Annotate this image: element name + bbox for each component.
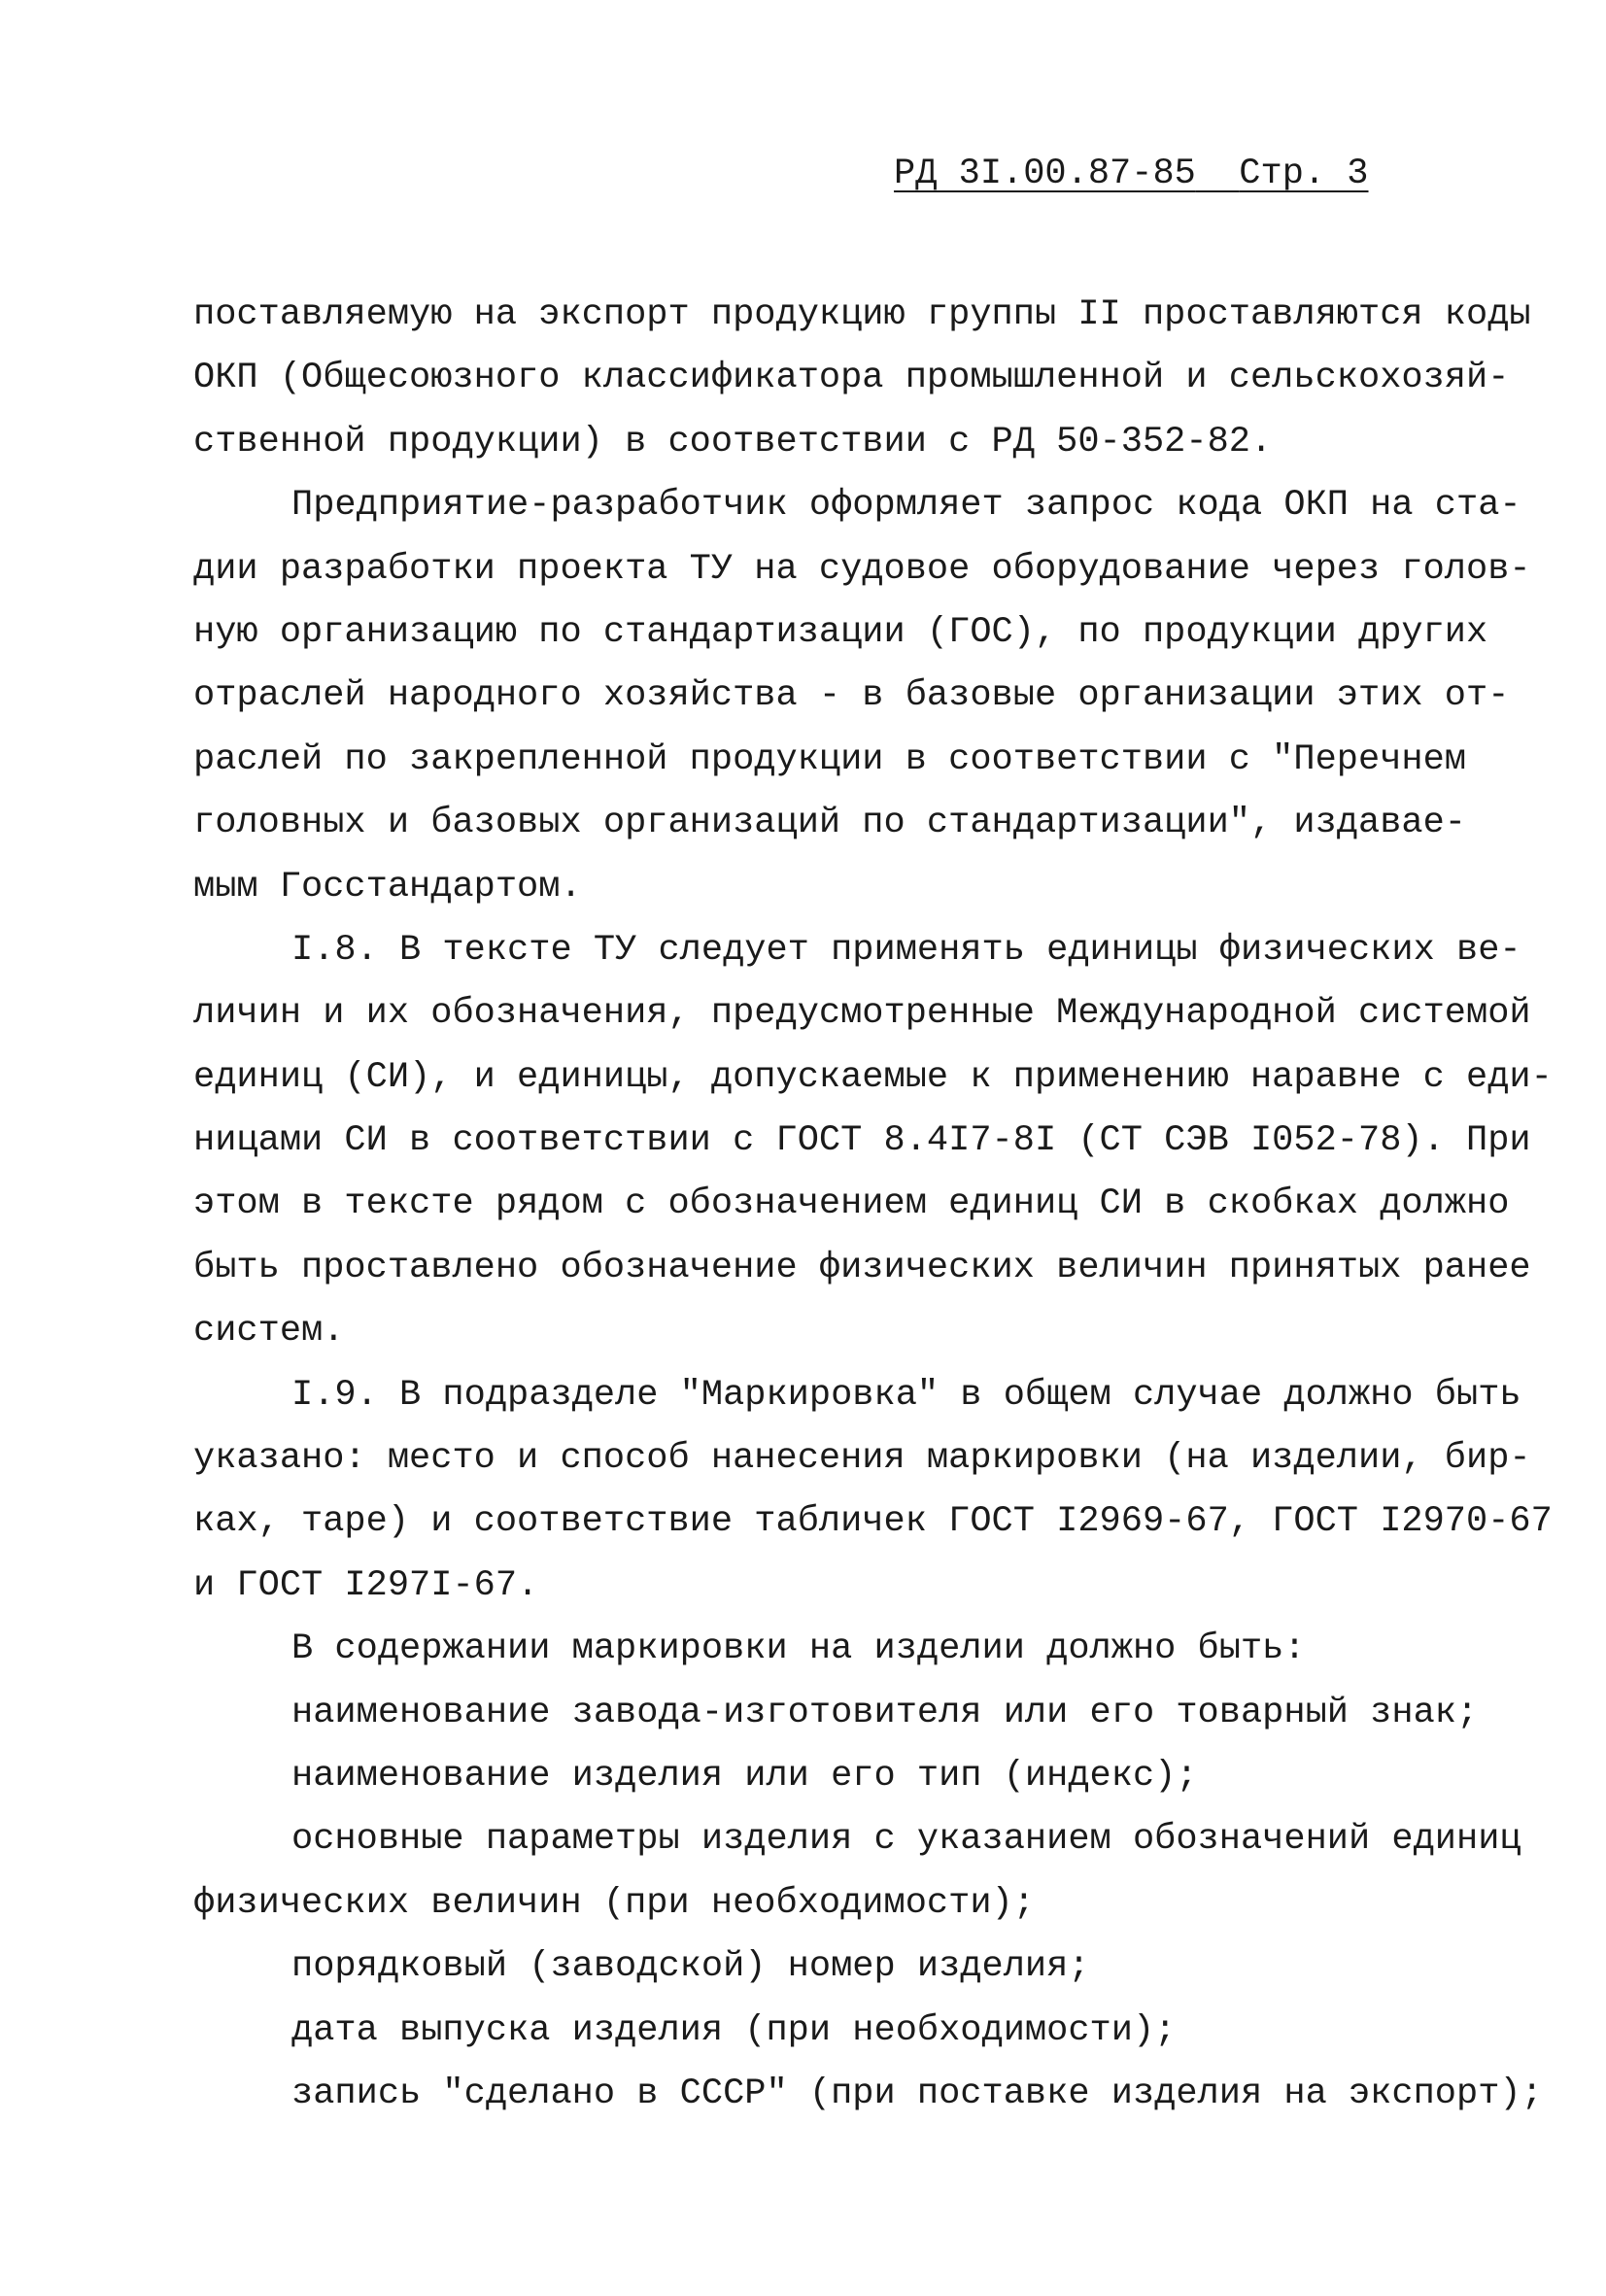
text-line: мым Госстандартом. (193, 866, 582, 908)
text-line: ницами СИ в соответствии с ГОСТ 8.4I7-8I (СТ СЭВ I052-78). При (193, 1120, 1531, 1162)
text-line: ственной продукции) в соответствии с РД 50-352-82. (193, 421, 1273, 463)
text-line: этом в тексте рядом с обозначением единиц СИ в скобках должно (193, 1183, 1510, 1225)
text-line: В содержании маркировки на изделии должно быть: (291, 1628, 1306, 1670)
text-line: быть проставлено обозначение физических величин принятых ранее (193, 1247, 1531, 1288)
document-reference: РД 3I.00.87-85 (894, 154, 1196, 194)
text-line: указано: место и способ нанесения маркировки (на изделии, бир- (193, 1438, 1531, 1480)
text-line: ОКП (Общесоюзного классификатора промышленной и сельскохозяй- (193, 358, 1510, 399)
text-line: ках, таре) и соответствие табличек ГОСТ I2969-67, ГОСТ I2970-67 (193, 1501, 1553, 1543)
page-header (894, 154, 1369, 194)
text-line: I.8. В тексте ТУ следует применять единицы физических ве- (291, 929, 1521, 971)
text-line: ную организацию по стандартизации (ГОС), по продукции других (193, 611, 1488, 653)
text-line: головных и базовых организаций по стандартизации", издавае- (193, 803, 1467, 844)
body-text (193, 284, 1553, 2126)
text-line: основные параметры изделия с указанием обозначений единиц (291, 1819, 1521, 1861)
text-line: физических величин (при необходимости); (193, 1882, 1035, 1924)
text-line: поставляемую на экспорт продукцию группы II проставляются коды (193, 294, 1531, 335)
page-number: Стр. 3 (1239, 154, 1369, 194)
text-line: личин и их обозначения, предусмотренные Международной системой (193, 993, 1531, 1035)
text-line: I.9. В подразделе "Маркировка" в общем случае должно быть (291, 1374, 1521, 1416)
text-line: запись "сделано в СССР" (при поставке изделия на экспорт); (291, 2073, 1543, 2114)
text-line: раслей по закрепленной продукции в соответствии с "Перечнем (193, 738, 1467, 780)
text-line: наименование завода-изготовителя или его товарный знак; (291, 1692, 1479, 1733)
text-line: дата выпуска изделия (при необходимости); (291, 2009, 1177, 2051)
text-line: порядковый (заводской) номер изделия; (291, 1946, 1090, 1988)
text-line: единиц (СИ), и единицы, допускаемые к применению наравне с еди- (193, 1056, 1553, 1098)
text-line: систем. (193, 1311, 345, 1353)
text-line: и ГОСТ I297I-67. (193, 1564, 539, 1606)
text-line: дии разработки проекта ТУ на судовое оборудование через голов- (193, 548, 1531, 590)
text-line: отраслей народного хозяйства - в базовые организации этих от- (193, 675, 1510, 717)
text-line: Предприятие-разработчик оформляет запрос кода ОКП на ста- (291, 485, 1521, 527)
text-line: наименование изделия или его тип (индекс); (291, 1755, 1198, 1797)
